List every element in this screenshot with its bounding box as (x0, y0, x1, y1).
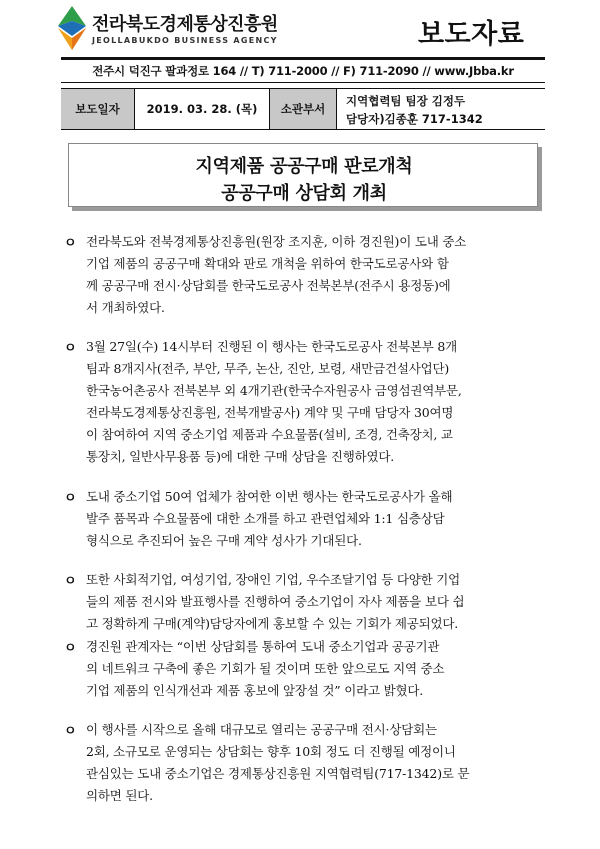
paragraph-line: 도내 중소기업 50여 업체가 참여한 이번 행사는 한국도로공사가 올해 (86, 489, 453, 504)
paragraph-line: 들의 제품 전시와 발표행사를 진행하여 중소기업이 자사 제품을 보다 쉽 (86, 594, 465, 609)
paragraph-line: 기업 제품의 공공구매 확대와 판로 개척을 위하여 한국도로공사와 함 (86, 256, 449, 271)
headline-line-1: 지역제품 공공구매 판로개척 (195, 156, 413, 177)
headline-box (68, 143, 538, 207)
info-table (61, 88, 545, 130)
agency-logo-icon (56, 4, 88, 52)
paragraph-line: 의하면 된다. (86, 788, 153, 803)
paragraph-line: 2회, 소규모로 운영되는 상담회는 향후 10회 정도 더 진행될 예정이니 (86, 744, 456, 759)
bullet-marker: ㅇ (64, 236, 77, 251)
bullet-marker: ㅇ (64, 491, 77, 506)
bullet-marker: ㅇ (64, 574, 77, 589)
paragraph-line: 전라북도와 전북경제통상진흥원(원장 조지훈, 이하 경진원)이 도내 중소 (86, 234, 467, 249)
paragraph-line: 서 개최하였다. (86, 300, 165, 315)
paragraph-line: 전라북도경제통상진흥원, 전북개발공사) 계약 및 구매 담당자 30여명 (86, 405, 454, 420)
headline-line-2: 공공구매 상담회 개최 (221, 183, 387, 204)
paragraph-line: 팀과 8개지사(전주, 부안, 무주, 논산, 진안, 보령, 새만금건설사업단) (86, 361, 450, 376)
dept-contact-person: 담당자)김종훈 717-1342 (346, 112, 483, 126)
date-value: 2019. 03. 28. (목) (146, 102, 258, 116)
paragraph-line: 기업 제품의 인식개선과 제품 홍보에 앞장설 것” 이라고 밝혔다. (86, 683, 424, 698)
bullet-marker: ㅇ (64, 724, 77, 739)
date-label: 보도일자 (61, 89, 134, 129)
paragraph-line: 3월 27일(수) 14시부터 진행된 이 행사는 한국도로공사 전북본부 8개 (86, 339, 458, 354)
paragraph-line: 이 행사를 시작으로 올해 대규모로 열리는 공공구매 전시·상담회는 (86, 722, 437, 737)
bullet-marker: ㅇ (64, 341, 77, 356)
header-rule-bottom (61, 82, 545, 83)
paragraph-line: 관심있는 도내 중소기업은 경제통상진흥원 지역협력팀(717-1342)로 문 (86, 766, 470, 781)
dept-team-manager: 지역협력팀 팀장 김정두 (346, 94, 466, 108)
org-name-english: JEOLLABUKDO BUSINESS AGENCY (92, 36, 278, 45)
contact-line: 전주시 덕진구 팔과정로 164 // T) 711-2000 // F) 711-2090 // www.Jbba.kr (92, 64, 514, 78)
table-divider (336, 88, 337, 130)
org-name: 전라북도경제통상진흥원 (92, 14, 278, 35)
paragraph-line: 또한 사회적기업, 여성기업, 장애인 기업, 우수조달기업 등 다양한 기업 (86, 572, 461, 587)
paragraph-line: 발주 품목과 수요물품에 대한 소개를 하고 관련업체와 1:1 심층상담 (86, 511, 445, 526)
paragraph-line: 형식으로 추진되어 높은 구매 계약 성사가 기대된다. (86, 533, 362, 548)
paragraph-line: 께 공공구매 전시·상담회를 한국도로공사 전북본부(전주시 용정동)에 (86, 278, 451, 293)
bullet-marker: ㅇ (64, 641, 77, 656)
paragraph-line: 고 정확하게 구매(계약)담당자에게 홍보할 수 있는 기회가 제공되었다. (86, 616, 459, 631)
paragraph-line: 한국농어촌공사 전북본부 외 4개기관(한국수자원공사 금영섬권역부문, (86, 383, 462, 398)
dept-label: 소관부서 (270, 89, 336, 129)
paragraph-line: 의 네트워크 구축에 좋은 기회가 될 것이며 또한 앞으로도 지역 중소 (86, 661, 445, 676)
paragraph-line: 이 참여하여 지역 중소기업 제품과 수요물품(설비, 조경, 건축장치, 교 (86, 427, 453, 442)
document-type: 보도자료 (418, 19, 525, 50)
paragraph-line: 경진원 관계자는 “이번 상담회를 통하여 도내 중소기업과 공공기관 (86, 639, 440, 654)
paragraph-line: 통장치, 일반사무용품 등)에 대한 구매 상담을 진행하였다. (86, 449, 394, 464)
header-rule-top (61, 57, 545, 60)
